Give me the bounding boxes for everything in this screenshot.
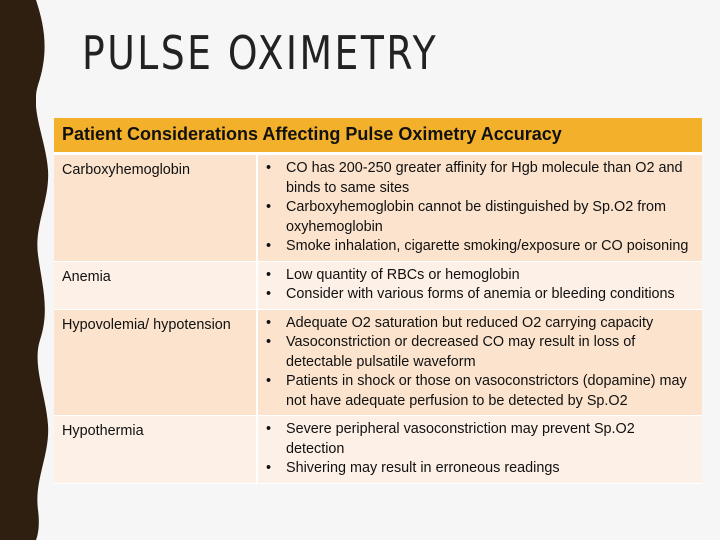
list-item [266, 159, 694, 198]
bullet-text: Consider with various forms of anemia or bleeding conditions [286, 286, 675, 302]
bullet-text: Carboxyhemoglobin cannot be distinguished by Sp.O2 from oxyhemoglobin [286, 199, 666, 235]
table-row [54, 154, 702, 262]
list-item [266, 459, 694, 479]
bullet-text: Adequate O2 saturation but reduced O2 carrying capacity [286, 314, 654, 331]
notes-cell [257, 154, 702, 262]
table-row [54, 309, 702, 416]
list-item [266, 333, 694, 372]
considerations-table [54, 118, 702, 484]
bullet-icon: • [266, 160, 272, 176]
bullet-icon: • [266, 238, 272, 254]
bullet-list [266, 159, 694, 257]
bullet-icon: • [266, 314, 272, 331]
factor-cell: Anemia [54, 261, 257, 309]
bullet-list [266, 266, 694, 305]
table-row [54, 416, 702, 484]
bullet-list [266, 314, 694, 412]
bullet-text: CO has 200-250 greater affinity for Hgb molecule than O2 and binds to same sites [286, 160, 683, 196]
bullet-icon: • [266, 334, 272, 350]
slide-title: PULSE OXIMETRY [82, 26, 439, 80]
list-item [266, 266, 694, 286]
list-item [266, 285, 694, 305]
table-header: Patient Considerations Affecting Pulse Oximetry Accuracy [54, 118, 702, 154]
list-item [266, 314, 694, 334]
table-row [54, 261, 702, 309]
bullet-text: Patients in shock or those on vasoconstrictors (dopamine) may not have adequate perfusion to be detected by Sp.O2 [286, 373, 687, 409]
bullet-text: Smoke inhalation, cigarette smoking/exposure or CO poisoning [286, 238, 689, 254]
notes-cell [257, 309, 702, 416]
bullet-text: Low quantity of RBCs or hemoglobin [286, 266, 520, 283]
bullet-icon: • [266, 460, 272, 476]
notes-cell [257, 416, 702, 484]
list-item [266, 372, 694, 411]
factor-cell: Hypovolemia/ hypotension [54, 309, 257, 416]
bullet-text: Severe peripheral vasoconstriction may prevent Sp.O2 detection [286, 421, 635, 457]
notes-cell [257, 261, 702, 309]
list-item [266, 198, 694, 237]
factor-cell: Carboxyhemoglobin [54, 154, 257, 262]
bullet-icon: • [266, 199, 272, 215]
bullet-icon: • [266, 421, 272, 437]
bullet-text: Vasoconstriction or decreased CO may result in loss of detectable pulsatile waveform [286, 334, 636, 370]
list-item [266, 420, 694, 459]
bullet-icon: • [266, 373, 272, 389]
bullet-list [266, 420, 694, 479]
factor-cell: Hypothermia [54, 416, 257, 484]
list-item [266, 237, 694, 257]
bullet-icon: • [266, 266, 272, 283]
bullet-icon: • [266, 286, 272, 302]
wavy-border-decoration [30, 0, 56, 540]
bullet-text: Shivering may result in erroneous readings [286, 460, 560, 476]
